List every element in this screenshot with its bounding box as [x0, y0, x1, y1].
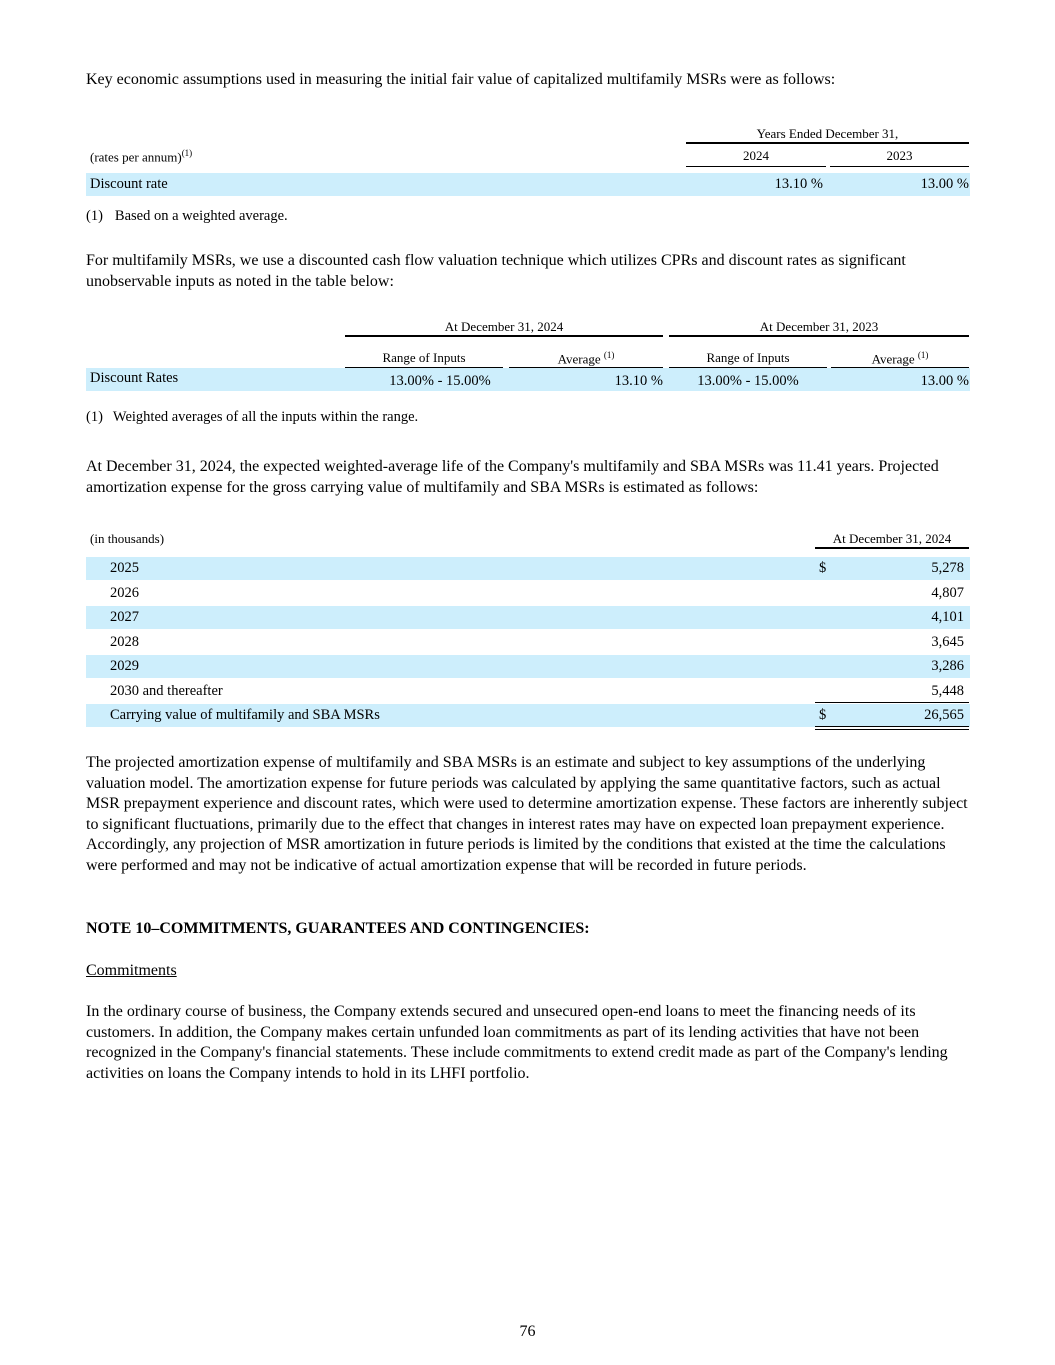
group-2024-header: At December 31, 2024	[444, 319, 564, 334]
table-row: 2029	[110, 658, 139, 674]
paragraph-3: At December 31, 2024, the expected weighted-average life of the Company's multifamily and SBA MSRs was 11.41 years. Projected amortization expense for the gross carrying value of multifamily and SBA MSRs is estimated as follows:	[86, 458, 939, 496]
paragraph-4: The projected amortization expense of multifamily and SBA MSRs is an estimate and subject to key assumptions of the underlying valuation model. The amortization expense for future periods was calculated by applying the same quantitative factors, such as actual MSR prepayment experience and discount rates, which were used to determine amortization expense. These factors are inherently subject to significant fluctuations, primarily due to the effect that changes in interest rates may have on expected loan prepayment experience. Accordingly, any projection of MSR amortization in future periods is limited by the conditions that existed at the time the calculations were performed and may not be indicative of actual amortization expense that will be recorded in future periods.	[86, 754, 968, 874]
average-2023-header: Average $^{(1)}$	[871, 350, 929, 367]
amortization-column-header: At December 31, 2024	[832, 531, 952, 546]
commitments-subheading: Commitments	[86, 962, 177, 979]
total-amount: 26,565	[924, 707, 964, 723]
in-thousands-label: (in thousands)	[90, 531, 165, 546]
amount-2029: 3,286	[931, 658, 964, 674]
amount-2030-thereafter: 5,448	[931, 683, 964, 699]
currency-symbol: $	[819, 560, 827, 576]
note-heading: NOTE 10–COMMITMENTS, GUARANTEES AND CONTINGENCIES:	[86, 920, 590, 937]
discount-rate-2023: 13.00 %	[920, 176, 969, 192]
rates-per-annum-label: (rates per annum)$^{(1)}$	[90, 148, 193, 165]
amount-2025: 5,278	[931, 560, 964, 576]
range-of-inputs-2024-header: Range of Inputs	[382, 350, 466, 365]
total-row-label: Carrying value of multifamily and SBA MSRs	[110, 707, 380, 723]
paragraph-5: In the ordinary course of business, the Company extends secured and unsecured open-end loans to meet the financing needs of its customers. In addition, the Company makes certain unfunded loan commitments as part of its lending activities that have not been recognized in the Company's financial statements. These include commitments to extend credit made as part of the Company's lending activities on loans the Company intends to hold in its LHFI portfolio.	[86, 1003, 948, 1082]
amount-2027: 4,101	[931, 609, 964, 625]
amount-2028: 3,645	[931, 634, 964, 650]
currency-symbol: $	[819, 707, 827, 723]
col-2023-header: 2023	[886, 148, 913, 163]
discount-rates-label: Discount Rates	[90, 370, 179, 386]
average-2024-header: Average $^{(1)}$	[557, 350, 615, 367]
table-row: 2026	[110, 585, 139, 601]
discount-rate-label: Discount rate	[90, 176, 168, 192]
page-number: 76	[519, 1323, 536, 1340]
paragraph-2: For multifamily MSRs, we use a discounted cash flow valuation technique which utilizes CPRs and discount rates as significant unobservable inputs as noted in the table below:	[86, 252, 906, 290]
range-2024-value: 13.00% - 15.00%	[389, 373, 491, 389]
table-row: 2027	[110, 609, 139, 625]
footnote-2: (1) Weighted averages of all the inputs within the range.	[86, 409, 419, 425]
col-2024-header: 2024	[743, 148, 769, 163]
average-2024-value: 13.10 %	[614, 373, 663, 389]
years-ended-header: Years Ended December 31,	[756, 126, 899, 141]
discount-rate-2024: 13.10 %	[774, 176, 823, 192]
table-row: 2030 and thereafter	[110, 683, 223, 699]
footnote-1: (1) Based on a weighted average.	[86, 208, 288, 224]
range-of-inputs-2023-header: Range of Inputs	[706, 350, 790, 365]
group-2023-header: At December 31, 2023	[759, 319, 879, 334]
range-2023-value: 13.00% - 15.00%	[697, 373, 799, 389]
intro-paragraph: Key economic assumptions used in measuring the initial fair value of capitalized multifamily MSRs were as follows:	[86, 71, 836, 88]
amount-2026: 4,807	[931, 585, 964, 601]
table-row: 2028	[110, 634, 139, 650]
table-row: 2025	[110, 560, 139, 576]
average-2023-value: 13.00 %	[920, 373, 969, 389]
